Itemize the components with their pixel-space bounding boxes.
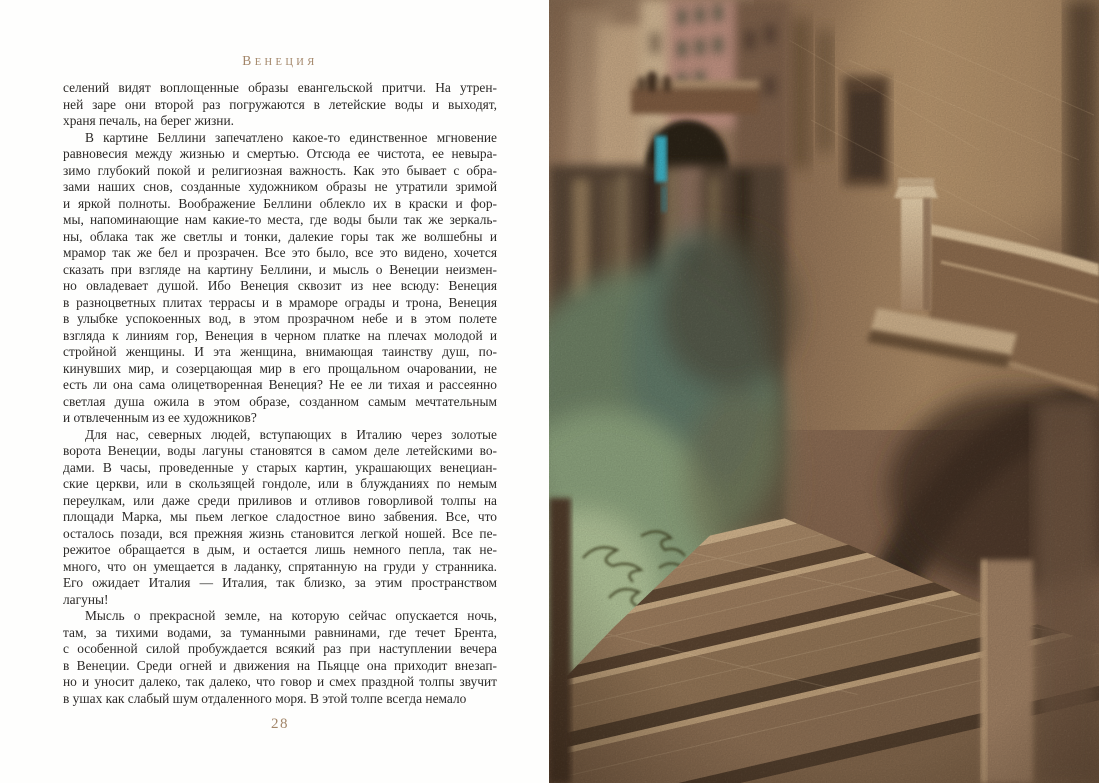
text-line: зимо глубокий покой и религиозная важность. Как это бывает с обра- [63, 162, 497, 178]
text-line: ворота Венеции, воды лагуны становятся в самом деле летейскими во- [63, 443, 497, 458]
text-line: много, что он умещается в ладанку, спрятанную на груди у странника. [63, 558, 497, 574]
text-line: Для нас, северных людей, вступающих в Италию через золотые [85, 426, 497, 442]
text-line: храня печаль, на берег жизни. [63, 113, 234, 128]
text-line: светлая душа ожила в этом образе, созданном самым мечтательным [63, 393, 497, 409]
text-line: взгляда к линиям гор, Венеция в черном платке на плечах молодой и [63, 327, 497, 343]
text-line: ны, облака так же светлы и тонки, далекие горы так же волшебны и [63, 228, 497, 244]
text-line: но и уносит далеко, так далеко, что говор и смех праздной толпы звучит [63, 674, 497, 689]
paragraph [63, 130, 497, 427]
text-line: мы, напоминающие нам какие-то места, где воды были так же зеркаль- [63, 212, 497, 227]
text-line: кинувших мир, и созерцающая мир в его прощальном очаровании, не [63, 360, 497, 376]
paragraph [63, 427, 497, 609]
left-page [0, 0, 549, 783]
text-line: в разноцветных плитах террасы и в мраморе ограды и трона, Венеция [63, 294, 497, 310]
paragraph [63, 608, 497, 707]
text-line: Мысль о прекрасной земле, на которую сейчас опускается ночь, [85, 608, 497, 623]
text-line: в улыбке успокоенных вод, в этом прозрачном небе и в этом полете [63, 311, 497, 326]
text-line: равновесия между жизнью и смертью. Отсюда ее чистота, ее невыра- [63, 146, 497, 161]
text-line: селений видят воплощенные образы евангельской притчи. На утрен- [63, 80, 497, 95]
text-line: Его ожидает Италия — Италия, так близко, за этим пространством [63, 575, 497, 590]
text-line: в ушах как слабый шум отдаленного моря. В этой толпе всегда немало [63, 690, 467, 706]
page-number: 28 [271, 716, 289, 732]
text-line: дами. В часы, проведенные у старых картин, украшающих венециан- [63, 459, 497, 475]
body-text [63, 80, 497, 707]
text-line: есть ли она сама олицетворенная Венеция? Не ее ли тихая и рассеянно [63, 377, 497, 392]
text-line: режитое обращается в дым, и остается лишь немного пепла, так не- [63, 542, 497, 557]
text-line: В картине Беллини запечатлено какое-то единственное мгновение [85, 129, 497, 145]
text-line: в Венеции. Среди огней и движения на Пьяцце она приходит внезап- [63, 657, 497, 673]
right-page [549, 0, 1099, 783]
text-line: зами наших снов, созданные художником образы не утратили зримой [63, 179, 497, 194]
text-line: сказать при взгляде на картину Беллини, и мысль о Венеции неизмен- [63, 261, 497, 277]
text-line: лагуны! [63, 591, 109, 607]
text-line: с особенной силой пробуждается всякий раз при наступлении вечера [63, 641, 497, 656]
text-line: но овладевает душой. Ибо Венеция сквозит из нее всюду: Венеция [63, 278, 497, 293]
text-line: осталось позади, вся прежняя жизнь становится легкой ношей. Все пе- [63, 525, 497, 541]
text-line: переулкам, или даже среди приливов и отливов говорливой толпы на [63, 492, 497, 508]
text-line: ней заре они второй раз погружаются в летейские воды и выходят, [63, 96, 497, 112]
running-header: ВЕНЕЦИЯ [242, 53, 318, 68]
paragraph [63, 80, 497, 130]
text-line: мрамор так же бел и прозрачен. Все это было, все это видено, хочется [63, 245, 497, 260]
text-line: и яркой полноты. Воображение Беллини облекло их в краски и фор- [63, 195, 497, 211]
text-line: площади Марка, мы пьем легкое сладостное вино забвения. Все, что [63, 509, 497, 524]
text-line: ские церкви, или в скользящей гондоле, или в блужданиях по немым [63, 476, 497, 491]
text-line: там, за тихими водами, за туманными равнинами, где течет Брента, [63, 624, 497, 640]
text-line: и отвлеченным из ее художников? [63, 410, 257, 425]
venice-canal-painting [549, 0, 1099, 783]
text-line: стройной женщины. И эта женщина, внимающая таинству душ, по- [63, 344, 497, 359]
